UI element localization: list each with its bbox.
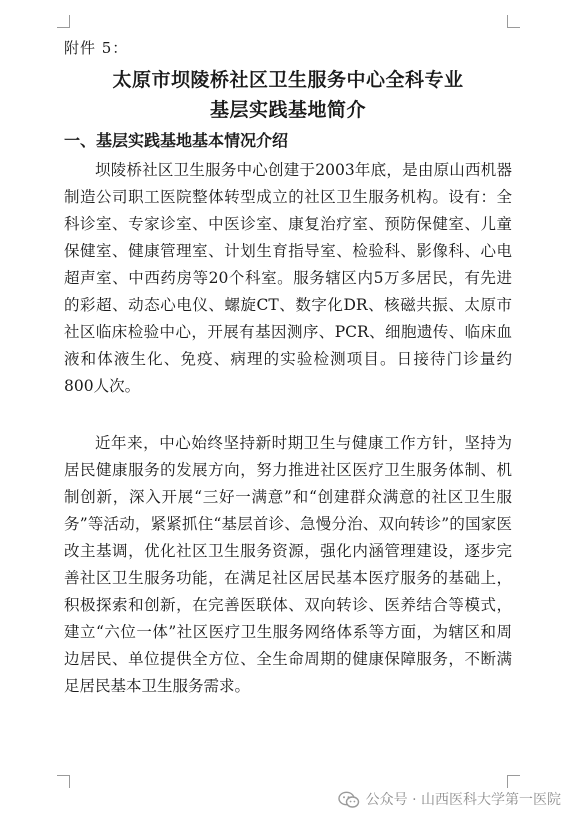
attachment-label: 附件 5： (64, 39, 129, 57)
watermark-text: 公众号 · 山西医科大学第一医院 (365, 792, 561, 808)
crop-mark-top-left (57, 15, 70, 28)
crop-mark-bottom-left (57, 775, 70, 788)
crop-mark-top-right (507, 15, 520, 28)
body-paragraph-2: 近年来，中心始终坚持新时期卫生与健康工作方针，坚持为居民健康服务的发展方向，努力推进社区医疗卫生服务体制、机制创新，深入开展“三好一满意”和“创建群众满意的社区卫生服务”等活动，紧紧抓住“基层首诊、急慢分治、双向转诊”的国家医改主基调，优化社区卫生服务资源，强化内涵管理建设，逐步完善社区卫生服务功能，在满足社区居民基本医疗服务的基础上，积极探索和创新，在完善医联体、双向转诊、医养结合等模式，建立“六位一体”社区医疗卫生服务网络体系等方面，为辖区和周边居民、单位提供全方位、全生命周期的健康保障服务，不断满足居民基本卫生服务需求。 (64, 434, 512, 695)
document-title-line-1: 太原市坝陵桥社区卫生服务中心全科专业 (112, 69, 464, 91)
document-title-line-2: 基层实践基地简介 (209, 99, 366, 121)
body-paragraph-1: 坝陵桥社区卫生服务中心创建于2003年底，是由原山西机器制造公司职工医院整体转型成立的社区卫生服务机构。设有：全科诊室、专家诊室、中医诊室、康复治疗室、预防保健室、儿童保健室、健康管理室、计划生育指导室、检验科、影像科、心电超声室、中西药房等20个科室。服务辖区内5万多居民，有先进的彩超、动态心电仪、螺旋CT、数字化DR、核磁共振、太原市社区临床检验中心，开展有基因测序、PCR、细胞遗传、临床血液和体液生化、免疫、病理的实验检测项目。日接待门诊量约800人次。 (64, 161, 512, 395)
watermark (338, 790, 561, 810)
section-heading: 一、基层实践基地基本情况介绍 (64, 131, 289, 150)
crop-mark-bottom-right (507, 775, 520, 788)
wechat-icon (338, 791, 360, 809)
